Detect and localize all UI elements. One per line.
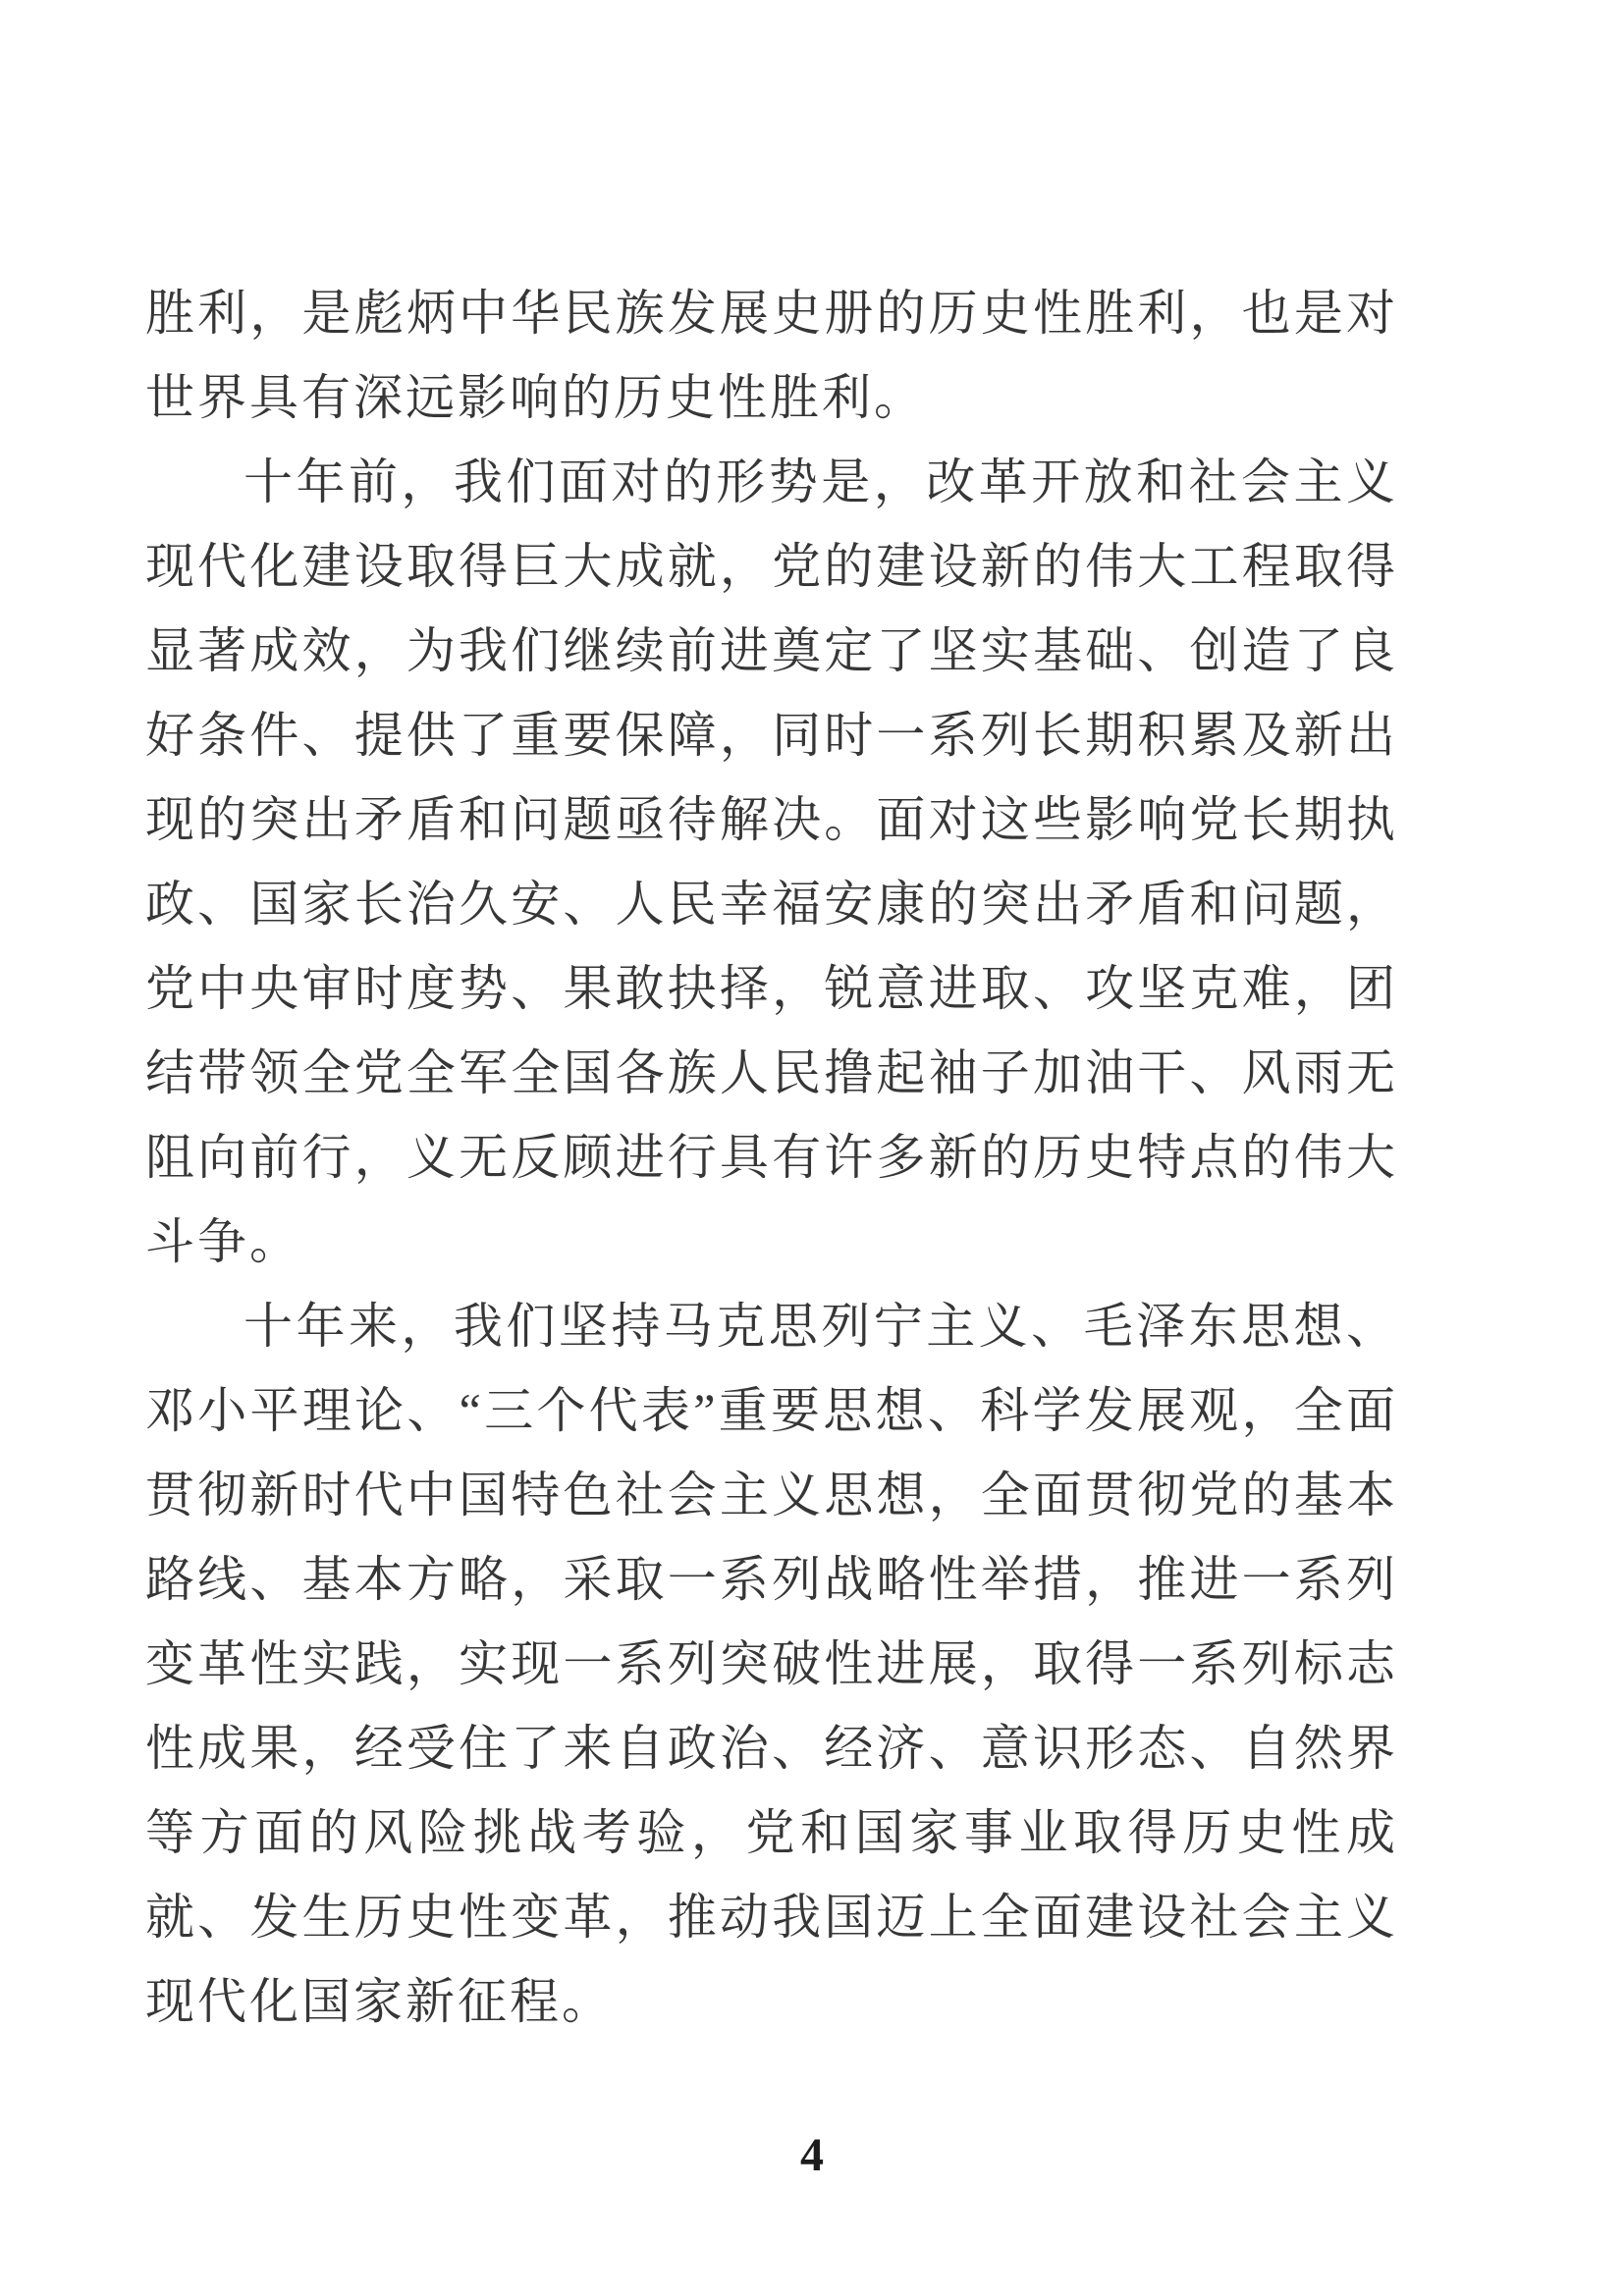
page-body-text	[145, 271, 1398, 2044]
paragraph-ten-years-since: 十年来，我们坚持马克思列宁主义、毛泽东思想、邓小平理论、“三个代表”重要思想、科学发展观，全面贯彻新时代中国特色社会主义思想，全面贯彻党的基本路线、基本方略，采取一系列战略性举措，推进一系列变革性实践，实现一系列突破性进展，取得一系列标志性成果，经受住了来自政治、经济、意识形态、自然界等方面的风险挑战考验，党和国家事业取得历史性成就、发生历史性变革，推动我国迈上全面建设社会主义现代化国家新征程。	[145, 1299, 1398, 2029]
paragraph-continuation: 胜利，是彪炳中华民族发展史册的历史性胜利，也是对世界具有深远影响的历史性胜利。	[145, 286, 1398, 425]
page-footer	[0, 2125, 1624, 2186]
page-number: 4	[800, 2129, 824, 2181]
paragraph-ten-years-ago: 十年前，我们面对的形势是，改革开放和社会主义现代化建设取得巨大成就，党的建设新的伟大工程取得显著成效，为我们继续前进奠定了坚实基础、创造了良好条件、提供了重要保障，同时一系列长期积累及新出现的突出矛盾和问题亟待解决。面对这些影响党长期执政、国家长治久安、人民幸福安康的突出矛盾和问题，党中央审时度势、果敢抉择，锐意进取、攻坚克难，团结带领全党全军全国各族人民撸起袖子加油干、风雨无阻向前行，义无反顾进行具有许多新的历史特点的伟大斗争。	[145, 454, 1398, 1269]
